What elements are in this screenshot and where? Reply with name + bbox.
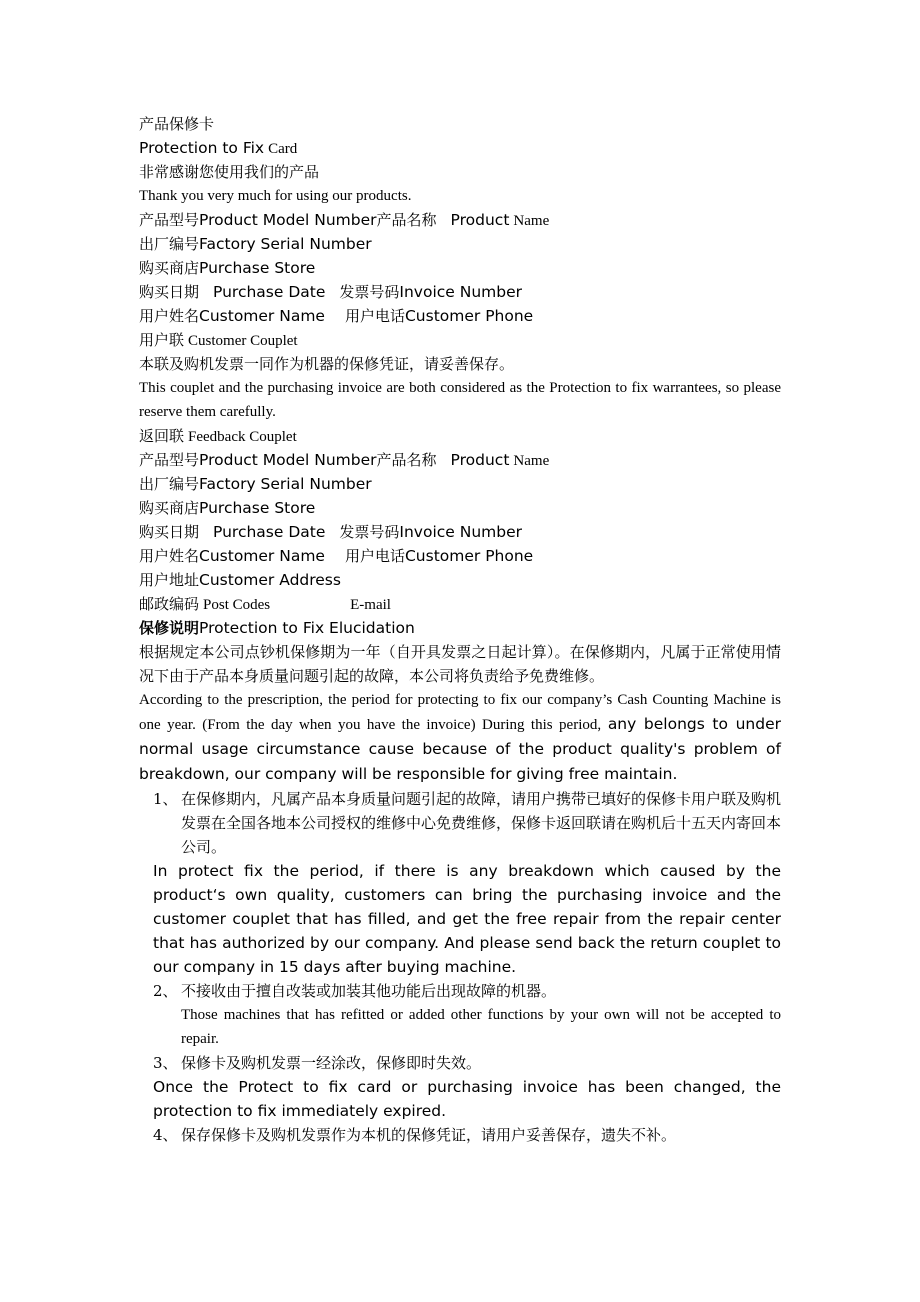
item-number: 2、 bbox=[153, 982, 178, 1000]
field-row-date-2: 购买日期 Purchase Date 发票号码Invoice Number bbox=[139, 523, 523, 541]
item-number: 3、 bbox=[153, 1054, 178, 1072]
item-text-cn: 在保修期内，凡属产品本身质量问题引起的故障，请用户携带已填好的保修卡用户联及购机发票在全国各地本公司授权的维修中心免费维修，保修卡返回联请在购机后十五天内寄回本公司。 bbox=[181, 790, 782, 856]
card-title-cn: 产品保修卡 bbox=[139, 115, 215, 133]
field-row-address: 用户地址Customer Address bbox=[139, 571, 341, 589]
field-row-model: 产品型号Product Model Number产品名称 Product Name bbox=[139, 211, 550, 229]
list-item bbox=[139, 787, 781, 859]
field-row-serial: 出厂编号Factory Serial Number bbox=[139, 235, 372, 253]
customer-couplet-note-en: This couplet and the purchasing invoice are both considered as the Protection to fix warrantees, so please reserve them carefully. bbox=[139, 380, 781, 420]
thanks-en: Thank you very much for using our products. bbox=[139, 188, 412, 204]
feedback-couplet-title: 返回联 Feedback Couplet bbox=[139, 427, 297, 445]
field-row-post: 邮政编码 Post Codes E-mail bbox=[139, 595, 391, 613]
card-title-en: Protection to Fix Card bbox=[139, 139, 298, 157]
item-text-cn: 保存保修卡及购机发票作为本机的保修凭证，请用户妥善保存，遗失不补。 bbox=[181, 1126, 677, 1144]
field-row-serial-2: 出厂编号Factory Serial Number bbox=[139, 475, 372, 493]
list-item bbox=[139, 1123, 781, 1147]
item-number: 1、 bbox=[153, 790, 178, 808]
elucidation-intro-en: According to the prescription, the period for protecting to fix our company’s Cash Counting Machine is one year. (From the day when you have the invoice) During this period, any belongs to under normal usage circumstance cause because of the product quality's problem of breakdown, our company will be responsible for giving free maintain. bbox=[139, 692, 782, 783]
item-text-en: Once the Protect to fix card or purchasing invoice has been changed, the protection to fix immediately expired. bbox=[153, 1078, 781, 1120]
field-row-store-2: 购买商店Purchase Store bbox=[139, 499, 316, 517]
list-item bbox=[139, 1051, 781, 1075]
elucidation-title: 保修说明Protection to Fix Elucidation bbox=[139, 619, 415, 637]
field-row-store: 购买商店Purchase Store bbox=[139, 259, 316, 277]
field-row-customer: 用户姓名Customer Name 用户电话Customer Phone bbox=[139, 307, 534, 325]
customer-couplet-title: 用户联 Customer Couplet bbox=[139, 331, 298, 349]
thanks-cn: 非常感谢您使用我们的产品 bbox=[139, 163, 320, 181]
elucidation-intro-cn: 根据规定本公司点钞机保修期为一年（自开具发票之日起计算）。在保修期内，凡属于正常使用情况下由于产品本身质量问题引起的故障，本公司将负责给予免费维修。 bbox=[139, 643, 781, 685]
list-item bbox=[139, 979, 781, 1003]
item-text-cn: 保修卡及购机发票一经涂改，保修即时失效。 bbox=[181, 1054, 482, 1072]
item-number: 4、 bbox=[153, 1126, 178, 1144]
item-text-cn: 不接收由于擅自改装或加装其他功能后出现故障的机器。 bbox=[181, 982, 557, 1000]
field-row-model-2: 产品型号Product Model Number产品名称 Product Name bbox=[139, 451, 550, 469]
field-row-date: 购买日期 Purchase Date 发票号码Invoice Number bbox=[139, 283, 523, 301]
item-text-en: In protect fix the period, if there is any breakdown which caused by the product‘s own quality, customers can bring the purchasing invoice and the customer couplet that has filled, and get the free repair from the repair center that has authorized by our company. And please send back the return couplet to our company in 15 days after buying machine. bbox=[153, 862, 781, 976]
field-row-customer-2: 用户姓名Customer Name 用户电话Customer Phone bbox=[139, 547, 534, 565]
item-text-en: Those machines that has refitted or added other functions by your own will not be accepted to repair. bbox=[181, 1007, 781, 1047]
customer-couplet-note-cn: 本联及购机发票一同作为机器的保修凭证，请妥善保存。 bbox=[139, 355, 515, 373]
warranty-card-document bbox=[139, 112, 781, 1147]
